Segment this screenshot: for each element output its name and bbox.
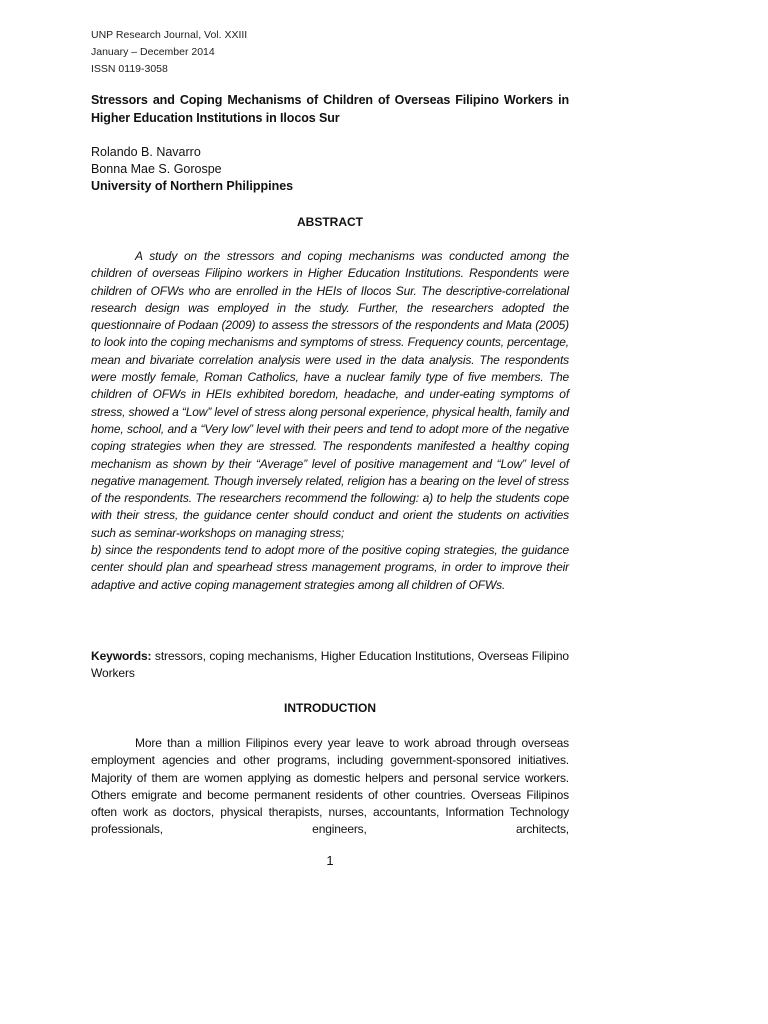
journal-name: UNP Research Journal, Vol. XXIII [91,29,248,41]
keywords-text: stressors, coping mechanisms, Higher Education Institutions, Overseas Filipino Workers [91,649,569,680]
keywords-label: Keywords: [91,649,152,663]
introduction-body [91,735,569,839]
paper-title: Stressors and Coping Mechanisms of Children of Overseas Filipino Workers in Higher Education Institutions in Ilocos Sur [91,93,569,125]
keywords-block [91,648,569,682]
page-number: 1 [326,853,334,868]
author-affiliation: University of Northern Philippines [91,179,294,193]
journal-date-range: January – December 2014 [91,46,215,58]
journal-issn: ISSN 0119-3058 [91,63,168,75]
author-name: Rolando B. Navarro [91,145,201,159]
journal-header [91,27,247,78]
abstract-body [91,248,569,594]
abstract-heading: ABSTRACT [297,215,363,229]
abstract-paragraph: b) since the respondents tend to adopt more of the positive coping strategies, the guidance center should plan and spearhead stress management programs, in order to improve their adaptive and active coping management strategies among all children of OFWs. [91,543,569,592]
author-block [91,144,293,195]
author-name: Bonna Mae S. Gorospe [91,162,222,176]
introduction-paragraph: More than a million Filipinos every year leave to work abroad through overseas employment agencies and other programs, including government-sponsored initiatives. Majority of them are women applying as domestic helpers and personal service workers. Others emigrate and become permanent residents of other countries. Overseas Filipinos often work as doctors, physical therapists, nurses, accountants, Information Technology professionals, engineers, architects, [91,736,569,837]
introduction-heading: INTRODUCTION [284,701,376,715]
abstract-paragraph: A study on the stressors and coping mechanisms was conducted among the children of overseas Filipino workers in Higher Education Institutions. Respondents were children of OFWs who are enrolled in the HEIs of Ilocos Sur. The descriptive-correlational research design was employed in the study. Further, the researchers adopted the questionnaire of Podaan (2009) to assess the stressors of the respondents and Mata (2005) to look into the coping mechanisms and symptoms of stress. Frequency counts, percentage, mean and bivariate correlation analysis were used in the data analysis. The respondents were mostly female, Roman Catholics, have a nuclear family type of five members. The children of OFWs in HEIs exhibited boredom, headache, and under-eating symptoms of stress, showed a “Low” level of stress along personal experience, physical health, family and home, school, and a “Very low” level with their peers and tend to adopt more of the negative coping strategies when they are stressed. The respondents manifested a healthy coping mechanism as shown by their “Average” level of positive management and “Low” level of negative management. Though inversely related, religion has a bearing on the level of stress of the respondents. The researchers recommend the following: a) to help the students cope with their stress, the guidance center should conduct and orient the students on activities such as seminar-workshops on managing stress; [91,249,569,540]
